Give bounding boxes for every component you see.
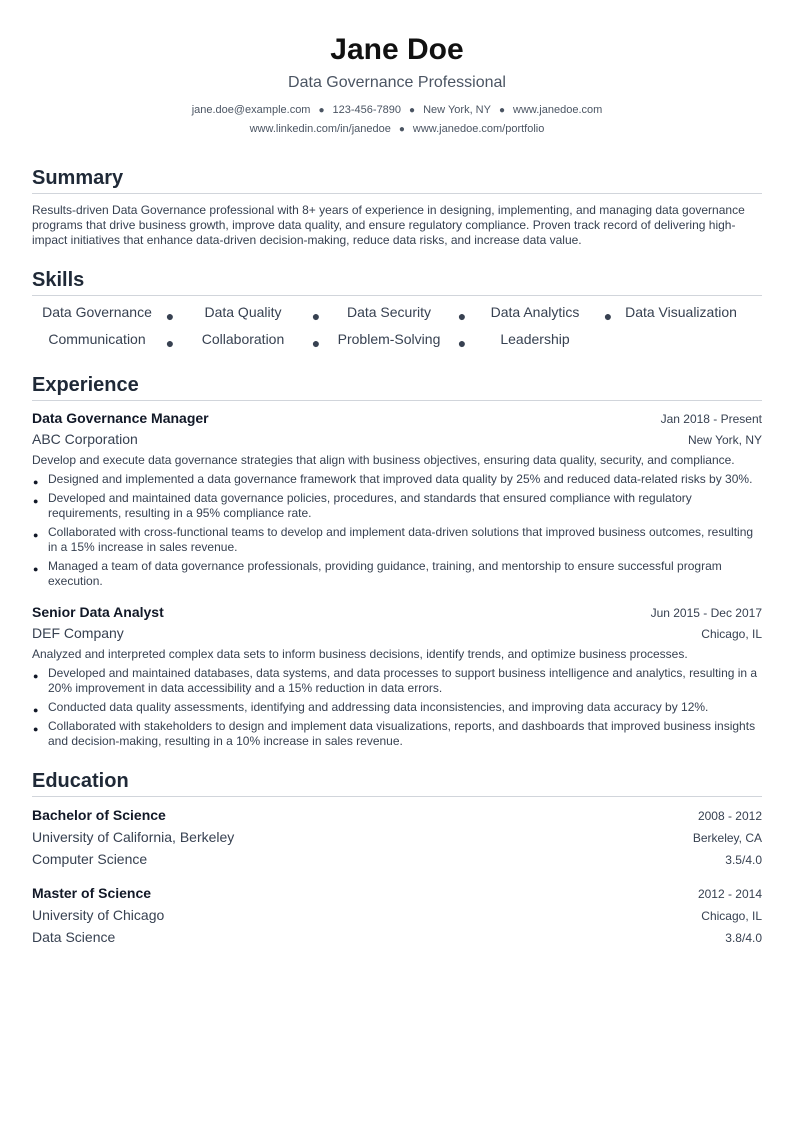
resume-page [32, 0, 762, 949]
separator-dot-icon: ● [409, 105, 416, 116]
experience-heading: Experience [32, 373, 762, 401]
skill-item: Data Analytics [490, 304, 580, 320]
skill-item: Collaboration [201, 331, 285, 347]
edu-location: Chicago, IL [701, 909, 762, 923]
candidate-title: Data Governance Professional [288, 74, 506, 91]
list-item: ● Developed and maintained databases, data systems, and data processes to support business intelligence and analytics, resulting in a 20% improvement in data accessibility and a 15% reduction in data errors. [32, 666, 762, 696]
edu-field: Computer Science [32, 851, 148, 867]
list-item: ● Collaborated with cross-functional teams to develop and implement data-driven solutions that improved business outcomes, resulting in a 15% increase in sales revenue. [32, 525, 762, 555]
summary-text: Results-driven Data Governance professional with 8+ years of experience in designing, implementing, and managing data governance programs that drive business growth, improve data quality, and ensure regulatory compliance. Proven track record of delivering high-impact initiatives that enhance data-driven decision-making, reduce data risks, and increase data value. [32, 203, 745, 247]
edu-location: Berkeley, CA [692, 831, 762, 845]
contact-info [32, 101, 762, 139]
job-description: Develop and execute data governance strategies that align with business objectives, ensuring data quality, security, and compliance. [32, 453, 735, 467]
experience-section [32, 373, 762, 749]
list-item: ● Conducted data quality assessments, identifying and addressing data inconsistencies, and improving data accuracy by 12%. [32, 700, 762, 715]
job-role: Senior Data Analyst [32, 604, 164, 620]
edu-school: University of Chicago [32, 907, 165, 923]
edu-field: Data Science [32, 929, 116, 945]
job-dates: Jan 2018 - Present [660, 412, 762, 426]
email-link[interactable]: jane.doe@example.com [191, 104, 311, 116]
summary-section [32, 166, 762, 248]
skill-bullet-icon: ● [165, 335, 175, 351]
job-description: Analyzed and interpreted complex data sets to inform business decisions, identify trends, and optimize business processes. [32, 647, 688, 661]
job-entry [32, 603, 762, 749]
website-link[interactable]: www.janedoe.com [513, 104, 603, 116]
job-role: Data Governance Manager [32, 410, 209, 426]
resume-header [32, 32, 762, 139]
skill-item: Data Visualization [625, 304, 737, 320]
skills-heading: Skills [32, 268, 762, 296]
phone-text: 123-456-7890 [332, 104, 402, 116]
skill-item: Problem-Solving [337, 331, 441, 347]
list-item: ● Developed and maintained data governance policies, procedures, and standards that ensured compliance with regulatory requirements, resulting in a 95% compliance rate. [32, 491, 762, 521]
skill-bullet-icon: ● [457, 335, 467, 351]
skill-bullet-icon: ● [603, 308, 613, 324]
contact-row-2 [32, 120, 762, 139]
skill-item: Leadership [500, 331, 570, 347]
skill-bullet-icon: ● [165, 308, 175, 324]
job-company: ABC Corporation [32, 431, 138, 447]
edu-degree: Bachelor of Science [32, 807, 166, 823]
skill-item: Data Quality [204, 304, 282, 320]
education-entry [32, 883, 762, 949]
separator-dot-icon: ● [398, 124, 405, 135]
edu-degree: Master of Science [32, 885, 152, 901]
skill-bullet-icon: ● [457, 308, 467, 324]
skills-section [32, 268, 762, 354]
separator-dot-icon: ● [498, 105, 506, 116]
skill-item: Data Governance [42, 304, 152, 320]
edu-gpa: 3.8/4.0 [725, 931, 762, 945]
portfolio-link[interactable]: www.janedoe.com/portfolio [412, 123, 545, 135]
list-item: ● Managed a team of data governance professionals, providing guidance, training, and mentorship to ensure successful program execution. [32, 559, 762, 589]
linkedin-link[interactable]: www.linkedin.com/in/janedoe [249, 123, 391, 135]
job-location: New York, NY [687, 433, 762, 447]
skill-bullet-icon: ● [311, 308, 321, 324]
skill-item: Communication [48, 331, 146, 347]
edu-dates: 2012 - 2014 [697, 887, 762, 901]
skill-item: Data Security [346, 304, 432, 320]
job-entry [32, 409, 762, 589]
education-heading: Education [32, 769, 762, 797]
skills-grid [32, 303, 762, 354]
job-bullets [32, 472, 762, 589]
job-dates: Jun 2015 - Dec 2017 [650, 606, 762, 620]
education-entry [32, 805, 762, 871]
summary-heading: Summary [32, 166, 762, 194]
candidate-name: Jane Doe [330, 33, 464, 66]
list-item: ● Designed and implemented a data governance framework that improved data quality by 25% and reduced data-related risks by 30%. [32, 472, 762, 487]
education-section [32, 769, 762, 949]
location-text: New York, NY [423, 104, 491, 116]
list-item: ● Collaborated with stakeholders to design and implement data visualizations, reports, and dashboards that improved business insights and decision-making, resulting in a 10% increase in sales revenue. [32, 719, 762, 749]
edu-gpa: 3.5/4.0 [725, 853, 762, 867]
job-company: DEF Company [32, 625, 124, 641]
contact-row-1 [32, 101, 762, 120]
edu-school: University of California, Berkeley [32, 829, 235, 845]
edu-dates: 2008 - 2012 [697, 809, 762, 823]
job-bullets [32, 666, 762, 749]
job-location: Chicago, IL [701, 627, 762, 641]
skill-bullet-icon: ● [311, 335, 321, 351]
separator-dot-icon: ● [318, 105, 325, 116]
